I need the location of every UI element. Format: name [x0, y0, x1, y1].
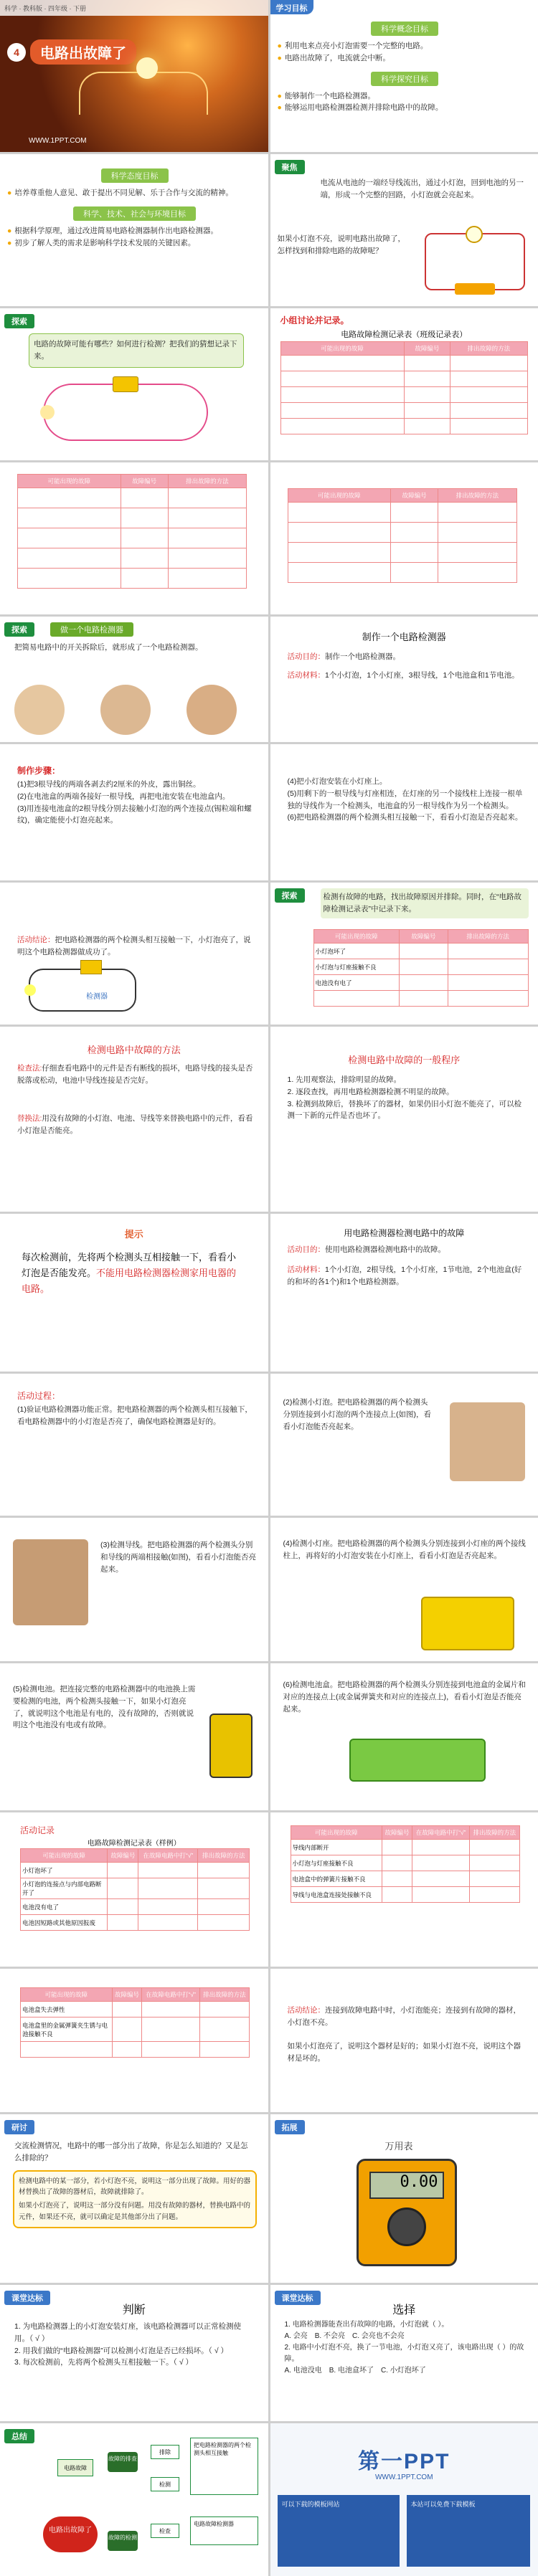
- quiz-title: 判断: [122, 2304, 146, 2316]
- meter-display: 0.00: [369, 2172, 444, 2199]
- extension-badge: 拓展: [275, 2120, 305, 2134]
- focus-text-1: 电流从电池的一端经导线流出，通过小灯泡，回到电池的另一端，形成一个完整的回路，小灯泡就会亮起来。: [320, 179, 524, 199]
- process-text: (6)检测电池盒。把电路检测器的两个检测头分别连接到电池盒的金属片和对应的连接点上(或金属弹簧夹和对应的连接点上)，看看小灯泡是否能亮起来。: [283, 1681, 526, 1714]
- slide-cover: [0, 0, 268, 152]
- procedure-steps: 1. 先用观察法，排除明显的故障。 2. 逐段查找，再用电路检测器检测不明显的故障。 3. 检测到故障后，替换坏了的器材，如果仍旧小灯泡不能亮了，可以检测一下新的元件是否也坏了。: [287, 1075, 522, 1121]
- summary-center: 电路出故障了: [43, 2516, 98, 2552]
- slide-detect-activity: [270, 1214, 538, 1372]
- summary-node: 电路故障检测器: [190, 2516, 258, 2545]
- slide-final-conclusion: [270, 1969, 538, 2112]
- answer-1: 检测电路中的某一部分，若小灯泡不亮，说明这一部分出现了故障。用好的器材替换出了故障的器材后，故障就排除了。: [19, 2177, 251, 2197]
- battery-icon: [80, 960, 102, 974]
- materials: 活动材料：1个小灯泡，1个小灯座，3根导线，1个电池盒和1节电池。: [287, 671, 519, 680]
- slide-explore-faults: [270, 883, 538, 1025]
- bulb-icon: [24, 984, 36, 996]
- slide-record-class: [270, 308, 538, 460]
- objective-item: ● 根据科学原理，通过改进简易电路检测器制作出电路检测器。: [7, 226, 218, 235]
- slide-tip: [0, 1214, 268, 1372]
- section-title: 科学概念目标: [371, 22, 438, 36]
- step-photo: [100, 685, 151, 735]
- record-table: 可能出现的故障 故障编号 排出故障的方法: [17, 474, 247, 589]
- intro-text: 把简易电路中的开关拆除后，就形成了一个电路检测器。: [14, 643, 203, 652]
- objective-item: ● 能够运用电路检测器检测并排除电路中的故障。: [277, 103, 443, 113]
- method-replace: 替换法:用没有故障的小灯泡、电池、导线等来替换电路中的元件，看看小灯泡是否能亮。: [17, 1114, 253, 1135]
- slide-extension: [270, 2114, 538, 2283]
- summary-node: 电路故障: [57, 2459, 93, 2476]
- slide-steps-2: [270, 744, 538, 880]
- focus-text-2: 如果小灯泡不亮，说明电路出故障了，怎样找到和排除电路的故障呢？: [277, 234, 405, 255]
- record-subtitle: 小组讨论并记录。: [280, 315, 349, 325]
- slide-process-6: [270, 1663, 538, 1810]
- process-text: (2)检测小灯泡。把电路检测器的两个检测头分别连接到小灯泡的两个连接点上(如图)，看看小灯泡能否亮起来。: [283, 1398, 431, 1431]
- brand-panel-2: 本站可以免费下载模板: [407, 2495, 530, 2567]
- table-title: 电路故障检测记录表（班级记录表）: [341, 331, 468, 339]
- tip-badge: 提示: [124, 1229, 143, 1240]
- slide-title: 检测电路中故障的一般程序: [348, 1055, 461, 1065]
- objective-item: ● 能够制作一个电路检测器。: [277, 91, 375, 100]
- focus-badge: 聚焦: [275, 160, 305, 174]
- quiz-badge: 课堂达标: [275, 2291, 321, 2305]
- section-title: 科学态度目标: [101, 168, 169, 183]
- purpose: 活动目的：使用电路检测器检测电路中的故障。: [287, 1245, 445, 1254]
- slide-title: 检测电路中故障的方法: [87, 1045, 181, 1055]
- process-text: (4)检测小灯座。把电路检测器的两个检测头分别连接到小灯座的两个接线柱上，再将好的小灯泡安装在小灯座上，看看小灯泡是否亮起来。: [283, 1539, 526, 1560]
- answer-2: 如果小灯泡亮了，说明这一部分没有问题。用没有故障的器材，替换电路中的元件，如果还不亮，就可以确定是其他部分出了问题。: [19, 2202, 251, 2221]
- brand-logo: 第一PPT: [358, 2450, 450, 2473]
- objective-item: ● 初步了解人类的需求是影响科学技术发展的关键因素。: [7, 238, 196, 247]
- slide-steps-1: [0, 744, 268, 880]
- steps-list: (1)把3根导线的两端各剥去约2厘米的外皮，露出铜丝。 (2)在电池盒的两端各接好一根导线，再把电池安装在电池盒内。 (3)用连接电池盒的2根导线分别去接触小灯泡的两个连接点(锡粒端和螺纹)，确定能使小灯泡亮起来。: [17, 780, 252, 825]
- slide-title: 用电路检测器检测电路中的故障: [344, 1228, 465, 1238]
- slide-objectives-2: [0, 154, 268, 306]
- explore-badge: 探索: [275, 888, 305, 903]
- slide-choose: [270, 2285, 538, 2421]
- objective-item: ● 培养尊重他人意见、敢于提出不同见解、乐于合作与交流的精神。: [7, 189, 233, 197]
- slide-record-sample-2: [270, 1812, 538, 1967]
- slide-record-sample: [0, 1812, 268, 1967]
- quiz-items: 1. 为电路检测器上的小灯泡安装灯座，该电路检测器可以正常检测使用。（ √ ） 2. 用我们做的“电路检测器”可以检测小灯泡是否已经损坏。（ √ ） 3. 每次检测前，先将两个检测头互相接触一下。（ √ ）: [14, 2322, 242, 2367]
- brand-panel-1: 可以下载的模板网站: [278, 2495, 400, 2567]
- dial-knob: [387, 2207, 426, 2246]
- summary-node: 故障的检测: [108, 2531, 138, 2551]
- record-table: 可能出现的故障 故障编号 排出故障的方法: [280, 341, 528, 434]
- battery-photo: [209, 1714, 253, 1778]
- summary-badge: 总结: [4, 2429, 34, 2443]
- summary-node: 检测: [151, 2477, 179, 2491]
- multimeter-title: 万用表: [384, 2141, 413, 2152]
- conclusion-1: 活动结论：连接到故障电路中时，小灯泡能亮；连接到有故障的器材，小灯泡不亮。: [287, 2006, 521, 2027]
- process-title: 活动过程：: [17, 1391, 61, 1401]
- fault-table: 可能出现的故障 故障编号 排出故障的方法 小灯泡坏了 小灯泡与灯座接触不良 电池没有电了: [313, 929, 529, 1007]
- cover-website: WWW.1PPT.COM: [29, 137, 87, 145]
- slide-blank-table-2: [270, 462, 538, 614]
- battery-icon: [113, 376, 138, 392]
- summary-node: 故障的排查: [108, 2452, 138, 2472]
- socket-photo: [421, 1597, 514, 1650]
- objective-item: ● 利用电来点亮小灯泡需要一个完整的电路。: [277, 42, 428, 50]
- conclusion-2: 如果小灯泡亮了，说明这个器材是好的；如果小灯泡不亮，说明这个器材是坏的。: [287, 2042, 521, 2063]
- slide-check-methods: [0, 1027, 268, 1212]
- slide-summary: [0, 2423, 268, 2576]
- objective-item: ● 电路出故障了，电流就会中断。: [277, 53, 390, 62]
- slide-objectives-1: [270, 0, 538, 152]
- steps-list: (4)把小灯泡安装在小灯座上。 (5)用剩下的一根导线与灯座相连，在灯座的另一个接线柱上连接一根单独的导线作为一个检测头，电池盒的另一根导线作为另一个检测头。 (6)把电路检测器的两个检测头相互接触一下，看看小灯泡是否亮起来。: [287, 777, 523, 822]
- battery-box-photo: [349, 1739, 486, 1782]
- summary-node: 检查: [151, 2524, 179, 2538]
- circuit-photo: [43, 384, 208, 441]
- record-table: 可能出现的故障 故障编号 在故障电路中打“√” 排出故障的方法 电池盒失去弹性 电池盒里的金属弹簧夹生锈与电池接触不良: [20, 1987, 250, 2058]
- circuit-illustration: [425, 233, 525, 290]
- summary-node: 排除: [151, 2445, 179, 2459]
- section-title: 科学探究目标: [371, 72, 438, 86]
- discussion-badge: 研讨: [4, 2120, 34, 2134]
- slide-process-5: [0, 1663, 268, 1810]
- slide-conclusion-detector: [0, 883, 268, 1025]
- instruction: 检测有故障的电路，找出故障原因并排除。同时，在“电路故障检测记录表”中记录下来。: [321, 888, 529, 918]
- bulb-icon: [40, 405, 55, 419]
- section-title: 科学、技术、社会与环境目标: [73, 206, 196, 221]
- lesson-number: 4: [7, 43, 26, 62]
- tip-text: 每次检测前，先将两个检测头互相接触一下，看看小灯泡是否能发亮。不能用电路检测器检测家用电器的电路。: [22, 1252, 237, 1295]
- activity-bar: 做一个电路检测器: [50, 622, 133, 637]
- quiz-items: 1. 电路检测器能查出有故障的电路，小灯泡就（ ）。 A. 会亮 B. 不会亮 C. 会亮也不会亮 2. 电路中小灯泡不亮，换了一节电池，小灯泡又亮了，该电路出现（ ）的故障。 A. 电池没电 B. 电池盒坏了 C. 小灯泡坏了: [284, 2321, 524, 2375]
- slide-explore-1: [0, 308, 268, 460]
- discussion-question: 交流检测情况，电路中的哪一部分出了故障，你是怎么知道的？又是怎么排除的？: [14, 2142, 248, 2162]
- step-photo: [14, 685, 65, 735]
- slide-process-1: [0, 1374, 268, 1516]
- explore-badge: 探索: [4, 314, 34, 328]
- slide-focus: [270, 154, 538, 306]
- quiz-title: 选择: [392, 2304, 416, 2316]
- wire-test-photo: [13, 1539, 88, 1625]
- table-title: 电路故障检测记录表（样例）: [87, 1840, 181, 1848]
- method-check: 检查法:仔细查看电路中的元件是否有断线的损坏，电路导线的接头是否脱落或松动，电池中导线连接是否完好。: [17, 1064, 253, 1085]
- slide-brand: [270, 2423, 538, 2576]
- slide-process-3: [0, 1518, 268, 1661]
- slide-process-4: [270, 1518, 538, 1661]
- bulb-test-photo: [450, 1402, 525, 1481]
- slide-process-2: [270, 1374, 538, 1516]
- process-text: (3)检测导线。把电路检测器的两个检测头分别和导线的两端相接触(如图)，看看小灯泡能否亮起来。: [100, 1541, 256, 1574]
- materials: 活动材料：1个小灯泡，2根导线，1个小灯座，1节电池，2个电池盒(好的和坏的各1个)和1个电路检测器。: [287, 1265, 522, 1286]
- slide-judge: [0, 2285, 268, 2421]
- slide-blank-table-1: [0, 462, 268, 614]
- record-table: 可能出现的故障 故障编号 在故障电路中打“√” 排出故障的方法 导线内部断开 小灯泡与灯座接触不良 电池盒中的弹簧片接触不良 导线与电池盒连接处接触不良: [291, 1825, 520, 1903]
- explore-badge: 探索: [4, 622, 34, 637]
- slide-title: 制作一个电路检测器: [362, 632, 446, 642]
- record-table: 可能出现的故障 故障编号 排出故障的方法: [288, 488, 517, 583]
- battery-icon: [455, 283, 495, 295]
- bulb-illustration: [136, 57, 158, 79]
- slide-header: 学习目标: [270, 0, 313, 14]
- question-bubble: 电路的故障可能有哪些？如何进行检测？把我们的猜想记录下来。: [29, 333, 244, 368]
- bulb-icon: [466, 226, 483, 243]
- conclusion: 活动结论：把电路检测器的两个检测头相互接触一下，小灯泡亮了，说明这个电路检测器做成功了。: [17, 936, 251, 956]
- steps-title: 制作步骤：: [17, 766, 61, 776]
- detector-label: 检测器: [86, 993, 108, 1001]
- cover-title: 电路出故障了: [30, 39, 136, 65]
- slide-record-sample-3: [0, 1969, 268, 2112]
- slide-make-detector: [0, 617, 268, 742]
- slide-procedure: [270, 1027, 538, 1212]
- slide-discussion: [0, 2114, 268, 2283]
- multimeter-illustration: [357, 2159, 457, 2266]
- brand-site: WWW.1PPT.COM: [374, 2473, 433, 2481]
- record-title: 活动记录: [20, 1825, 55, 1835]
- top-label: 科学 · 教科版 · 四年级 · 下册: [0, 0, 268, 16]
- process-text: (1)验证电路检测器功能正常。把电路检测器的两个检测头相互接触下，看电路检测器中的小灯泡是否亮了，确保电路检测器是好的。: [17, 1405, 253, 1426]
- step-photo: [187, 685, 237, 735]
- detector-illustration: [29, 969, 136, 1012]
- purpose: 活动目的：制作一个电路检测器。: [287, 652, 400, 661]
- summary-node: 把电路检测器的两个检测头相互接触: [190, 2438, 258, 2495]
- slide-make-detector-info: [270, 617, 538, 742]
- process-text: (5)检测电池。把连接完整的电路检测器中的电池换上需要检测的电池，两个检测头接触一下，如果小灯泡亮了，就说明这个电池是有电的，没有故障的，否则就说明这个电池没有电或有故障。: [13, 1685, 196, 1730]
- record-table: 可能出现的故障 故障编号 在故障电路中打“√” 排出故障的方法 小灯泡坏了 小灯泡的连接点与内部电路断开了 电池没有电了 电池因短路或其他原因报废: [20, 1848, 250, 1931]
- quiz-badge: 课堂达标: [4, 2291, 50, 2305]
